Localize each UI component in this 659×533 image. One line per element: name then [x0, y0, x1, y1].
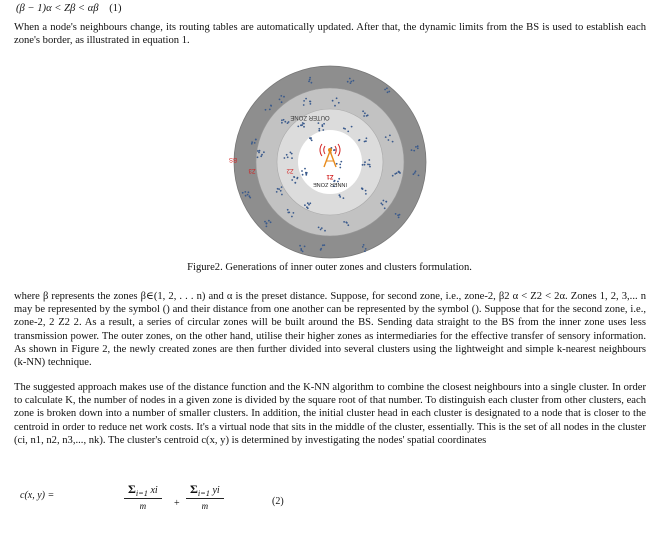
sensor-node [340, 161, 342, 163]
sensor-node [249, 195, 251, 197]
sensor-node [365, 140, 367, 142]
sensor-node [263, 151, 265, 153]
sensor-node [350, 81, 352, 83]
sensor-node [303, 100, 305, 102]
sensor-node [343, 127, 345, 129]
sensor-node [366, 137, 368, 139]
sensor-node [304, 168, 306, 170]
sensor-node [270, 221, 272, 223]
sensor-node [268, 220, 270, 222]
sensor-node [278, 188, 280, 190]
inner-zone-label: INNER ZONE [313, 181, 347, 187]
sensor-node [364, 112, 366, 114]
bs-label: BS [228, 156, 238, 162]
sensor-node [309, 77, 311, 79]
sensor-node [399, 172, 401, 174]
sensor-node [291, 157, 293, 159]
sensor-node [365, 248, 367, 250]
fraction-y-denominator: m [201, 501, 209, 511]
sensor-node [297, 177, 299, 179]
equation-1 [16, 2, 122, 15]
sensor-node [284, 121, 286, 123]
sensor-node [293, 212, 295, 214]
z2-label: Z2 [286, 167, 294, 173]
sensor-node [304, 246, 306, 248]
sensor-node [399, 214, 401, 216]
fraction-y [186, 482, 224, 511]
sensor-node [321, 227, 323, 229]
sensor-node [388, 139, 390, 141]
sensor-node [281, 122, 283, 124]
sensor-node [309, 202, 311, 204]
sensor-node [305, 98, 307, 100]
sensor-node [261, 154, 263, 156]
sensor-node [369, 166, 371, 168]
sensor-node [300, 124, 302, 126]
z1-label: Z1 [326, 173, 334, 179]
equation-1-text: (β − 1)α < Zβ < αβ [16, 3, 99, 14]
sum-limit: i=1 [197, 489, 210, 498]
fraction-y-numerator: yi [212, 485, 220, 496]
sensor-node [294, 182, 296, 184]
sensor-node [302, 122, 304, 124]
sensor-node [269, 109, 271, 111]
sensor-node [266, 226, 268, 228]
sensor-node [260, 155, 262, 157]
sensor-node [287, 122, 289, 124]
sensor-node [281, 194, 283, 196]
sensor-node [347, 81, 349, 83]
sensor-node [276, 191, 278, 193]
sensor-node [362, 246, 364, 248]
sensor-node [300, 248, 302, 250]
sensor-node [336, 163, 338, 165]
sensor-node [365, 193, 367, 195]
sensor-node [320, 249, 322, 251]
sensor-node [322, 125, 324, 127]
sensor-node [277, 188, 279, 190]
sensor-node [415, 170, 417, 172]
sensor-node [346, 222, 348, 224]
sensor-node [388, 91, 390, 93]
zones-figure [200, 65, 460, 260]
sensor-node [387, 91, 389, 93]
sensor-node [364, 161, 366, 163]
sum-symbol: Σ [128, 482, 136, 496]
sensor-node [303, 126, 305, 128]
sensor-node [413, 173, 415, 175]
sensor-node [297, 126, 299, 128]
sensor-node [257, 156, 259, 158]
sensor-node [320, 229, 322, 231]
sensor-node [310, 103, 312, 105]
sensor-node [347, 224, 349, 226]
sensor-node [385, 201, 387, 203]
sensor-node [270, 105, 272, 107]
sensor-node [336, 97, 338, 99]
sensor-node [255, 139, 257, 141]
sensor-node [384, 207, 386, 209]
sensor-node [414, 172, 416, 174]
outer-zone-label: OUTER ZONE [290, 114, 330, 120]
sensor-node [364, 250, 366, 252]
fraction-x-numerator: xi [150, 485, 158, 496]
sensor-node [338, 102, 340, 104]
sensor-node [279, 99, 281, 101]
sensor-node [311, 140, 313, 142]
sensor-node [301, 170, 303, 172]
sensor-node [247, 194, 249, 196]
sensor-node [389, 135, 391, 137]
sensor-node [418, 175, 420, 177]
sensor-node [367, 164, 369, 166]
sensor-node [318, 130, 320, 132]
sensor-node [365, 190, 367, 192]
sensor-node [245, 195, 247, 197]
sensor-node [362, 188, 364, 190]
fraction-x [124, 482, 162, 511]
sensor-node [307, 207, 309, 209]
sensor-node [318, 128, 320, 130]
sensor-node [358, 140, 360, 142]
sensor-node [318, 227, 320, 229]
sensor-node [265, 109, 267, 111]
sensor-node [383, 200, 385, 202]
sensor-node [284, 157, 286, 159]
sensor-node [384, 89, 386, 91]
sensor-node [363, 115, 365, 117]
sensor-node [385, 136, 387, 138]
sensor-node [291, 179, 293, 181]
sensor-node [266, 222, 268, 224]
sensor-node [334, 105, 336, 107]
sensor-node [343, 197, 345, 199]
sensor-node [291, 216, 293, 218]
sensor-node [281, 101, 283, 103]
sensor-node [350, 82, 352, 84]
sensor-node [264, 221, 266, 223]
sensor-node [291, 153, 293, 155]
sensor-node [258, 152, 260, 154]
sensor-node [339, 196, 341, 198]
sensor-node [307, 202, 309, 204]
sensor-node [339, 194, 341, 196]
sensor-node [415, 146, 417, 148]
z3-label: Z3 [248, 167, 256, 173]
equation-1-number: (1) [109, 3, 122, 14]
sensor-node [311, 82, 313, 84]
equation-2-lhs: c(x, y) = [20, 490, 55, 501]
sensor-node [308, 204, 310, 206]
sensor-node [302, 251, 304, 253]
sensor-node [338, 178, 340, 180]
sensor-node [339, 167, 341, 169]
sensor-node [322, 244, 324, 246]
sensor-node [309, 137, 311, 139]
sensor-node [398, 171, 400, 173]
sensor-node [392, 141, 394, 143]
fraction-x-denominator: m [139, 501, 147, 511]
paragraph-clustering: The suggested approach makes use of the distance function and the K-NN algorithm to combine the closest neighbours into a single cluster. In order to calculate K, the number of nodes in a given zone is divided by the square root of that number. To distinguish each cluster from other clusters, each zone is broken down into a number of smaller clusters. In addition, the initial cluster head in each cluster is designated to a node that is closer to the centroid in order to reduce net work costs. It's a virtual node that sits in the middle of the cluster, essentially. This is the set of all nodes in the cluster (ci, n1, n2, n3,..., nk). The cluster's centroid c(x, y) is determined by investigating the nodes' spatial coordinates [14, 382, 646, 446]
sensor-node [244, 191, 246, 193]
sensor-node [283, 96, 285, 98]
sensor-node [287, 209, 289, 211]
paragraph-zones: where β represents the zones β∈(1, 2, . . . n) and α is the preset distance. Suppose, for second zone, i.e., zone-2, β2 α < Z2 < 2α. Zones 1, 2, 3,... n may be represented by the symbol () and their distance from one another can be represented by the symbol (). Suppose that for the second zone, i.e., zone-2, 2 Z2 2. As a result, a series of circular zones will be built around the BS. Sending data straight to the BS from the inner zone uses less transmission power. The outer zones, on the other hand, utilise their higher zones as intermediaries for the effective transfer of sensory information. As shown in Figure 2, the newly created zones are then further divided into several clusters using the lightweight and simple k-nearest neighbours (k-NN) technique. [14, 291, 646, 369]
sensor-node [417, 147, 419, 149]
sensor-node [349, 78, 351, 80]
sensor-node [347, 131, 349, 133]
sensor-node [398, 217, 400, 219]
sensor-node [395, 213, 397, 215]
sensor-node [257, 150, 259, 152]
equation-2-number: (2) [272, 496, 284, 507]
equation-2 [14, 482, 414, 527]
sensor-node [281, 186, 283, 188]
sensor-node [280, 190, 282, 192]
sensor-node [293, 176, 295, 178]
sensor-node [254, 142, 256, 144]
sensor-node [369, 164, 371, 166]
sensor-node [362, 164, 364, 166]
sensor-node [413, 150, 415, 152]
sensor-node [368, 159, 370, 161]
figure-caption: Figure2. Generations of inner outer zones and clusters formulation. [187, 262, 472, 273]
sensor-node [259, 150, 261, 152]
sensor-node [322, 129, 324, 131]
sensor-node [353, 80, 355, 82]
sensor-node [287, 156, 289, 158]
sensor-node [339, 164, 341, 166]
sensor-node [286, 154, 288, 156]
sum-limit: i=1 [135, 489, 148, 498]
sensor-node [251, 141, 253, 143]
sensor-node [288, 212, 290, 214]
sensor-node [394, 173, 396, 175]
sensor-node [302, 174, 304, 176]
sensor-node [251, 143, 253, 145]
sensor-node [323, 123, 325, 125]
sensor-node [386, 87, 388, 89]
intro-paragraph: When a node's neighbours change, its routing tables are automatically updated. After that, the dynamic limits from the BS is used to establish each zone's border, as illustrated in equation 1. [14, 22, 646, 47]
sensor-node [304, 204, 306, 206]
sensor-node [411, 149, 413, 151]
sensor-node [362, 110, 364, 112]
plus-sign: + [174, 498, 180, 509]
sensor-node [324, 230, 326, 232]
sensor-node [363, 244, 365, 246]
sensor-node [309, 101, 311, 103]
sum-symbol: Σ [190, 482, 198, 496]
sensor-node [332, 100, 334, 102]
sensor-node [392, 175, 394, 177]
sensor-node [303, 104, 305, 106]
sensor-node [351, 126, 353, 128]
sensor-node [367, 114, 369, 116]
sensor-node [280, 95, 282, 97]
sensor-node [318, 122, 320, 124]
sensor-node [309, 79, 311, 81]
sensor-node [299, 245, 301, 247]
sensor-node [283, 119, 285, 121]
sensor-node [242, 192, 244, 194]
sensor-node [343, 221, 345, 223]
sensor-node [417, 145, 419, 147]
sensor-node [281, 119, 283, 121]
sensor-node [248, 191, 250, 193]
sensor-node [308, 81, 310, 83]
sensor-node [382, 204, 384, 206]
sensor-node [305, 173, 307, 175]
sensor-node [364, 164, 366, 166]
sensor-node [334, 149, 336, 151]
